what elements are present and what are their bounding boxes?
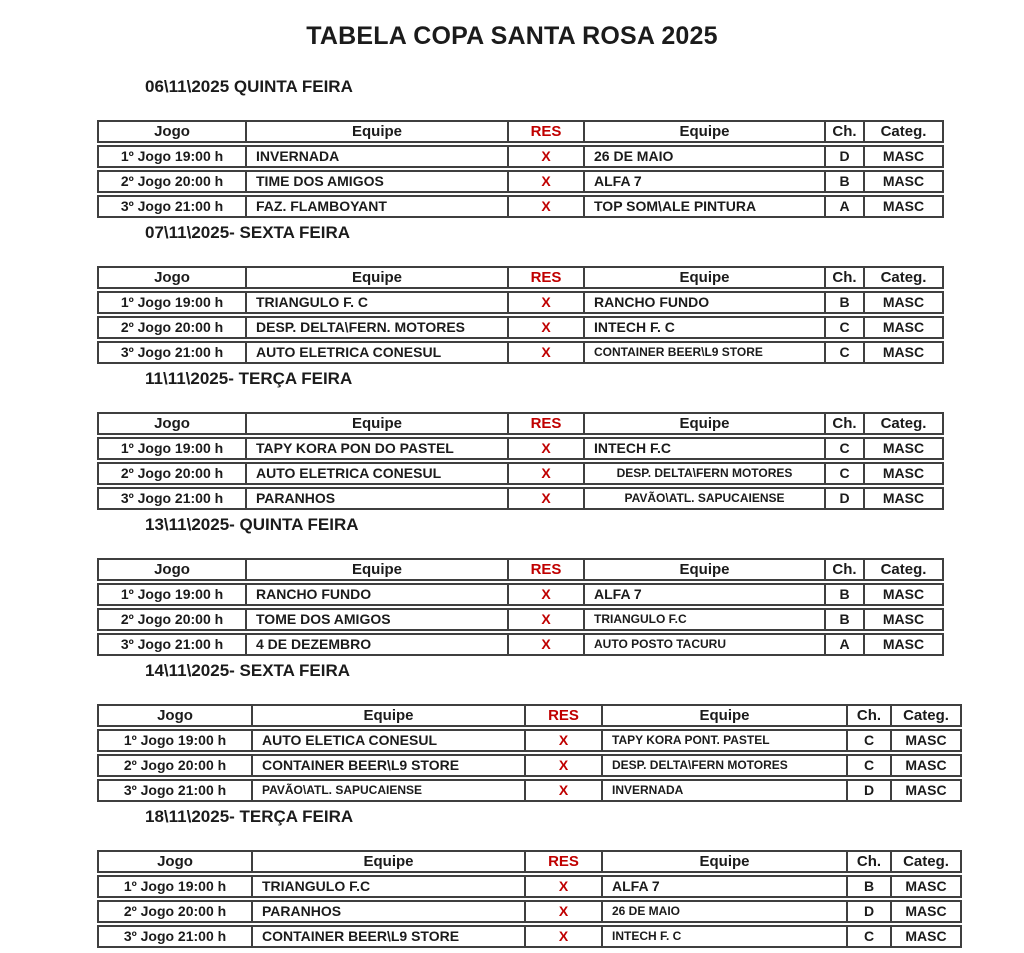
group-cell: A: [824, 197, 863, 216]
game-time-cell: 1º Jogo 19:00 h: [120, 148, 224, 164]
section-date-heading: 06\11\2025 QUINTA FEIRA: [145, 77, 353, 96]
group-cell: C: [824, 343, 863, 362]
table-row: [97, 779, 962, 802]
col-header-equipe-home: Equipe: [245, 268, 507, 287]
section-date-heading: 11\11\2025- TERÇA FEIRA: [145, 369, 353, 388]
col-header-equipe-away: Equipe: [601, 706, 846, 725]
col-header-jogo: Jogo: [157, 853, 193, 870]
table-row: [97, 145, 944, 168]
matches-table: [97, 704, 962, 802]
col-header-jogo: Jogo: [154, 561, 190, 578]
away-team-cell: PAVÃO\ATL. SAPUCAIENSE: [583, 489, 824, 508]
table-row: [97, 437, 944, 460]
col-header-jogo: Jogo: [154, 415, 190, 432]
away-team-cell: CONTAINER BEER\L9 STORE: [583, 343, 824, 362]
col-header-equipe-away: Equipe: [601, 852, 846, 871]
category-cell: MASC: [863, 318, 942, 337]
table-row: [97, 462, 944, 485]
table-header-row: [97, 558, 944, 581]
result-cell: X: [507, 439, 583, 458]
group-cell: D: [846, 902, 890, 921]
col-header-jogo: Jogo: [154, 123, 190, 140]
category-cell: MASC: [890, 927, 960, 946]
group-cell: A: [824, 635, 863, 654]
group-cell: C: [846, 731, 890, 750]
result-cell: X: [507, 610, 583, 629]
group-cell: D: [846, 781, 890, 800]
result-cell: X: [507, 293, 583, 312]
result-cell: X: [524, 756, 601, 775]
away-team-cell: 26 DE MAIO: [583, 147, 824, 166]
game-time-cell: 2º Jogo 20:00 h: [120, 611, 224, 627]
col-header-equipe-home: Equipe: [245, 560, 507, 579]
col-header-categ: Categ.: [863, 414, 942, 433]
section-date-heading: 18\11\2025- TERÇA FEIRA: [145, 807, 354, 826]
table-row: [97, 291, 944, 314]
category-cell: MASC: [863, 489, 942, 508]
category-cell: MASC: [890, 877, 960, 896]
table-row: [97, 900, 962, 923]
matches-table: [97, 558, 944, 656]
game-time-cell: 2º Jogo 20:00 h: [120, 465, 224, 481]
home-team-cell: RANCHO FUNDO: [245, 585, 507, 604]
home-team-cell: AUTO ELETICA CONESUL: [251, 731, 524, 750]
match-day-section: [0, 78, 1024, 218]
table-row: [97, 341, 944, 364]
home-team-cell: TRIANGULO F.C: [251, 877, 524, 896]
game-time-cell: 3º Jogo 21:00 h: [123, 782, 227, 798]
col-header-categ: Categ.: [890, 852, 960, 871]
category-cell: MASC: [890, 756, 960, 775]
result-cell: X: [524, 731, 601, 750]
col-header-categ: Categ.: [863, 560, 942, 579]
home-team-cell: DESP. DELTA\FERN. MOTORES: [245, 318, 507, 337]
home-team-cell: FAZ. FLAMBOYANT: [245, 197, 507, 216]
result-cell: X: [507, 489, 583, 508]
category-cell: MASC: [863, 147, 942, 166]
category-cell: MASC: [863, 610, 942, 629]
result-cell: X: [507, 635, 583, 654]
table-row: [97, 754, 962, 777]
game-time-cell: 2º Jogo 20:00 h: [120, 319, 224, 335]
table-row: [97, 583, 944, 606]
col-header-res: RES: [507, 560, 583, 579]
result-cell: X: [524, 902, 601, 921]
table-row: [97, 633, 944, 656]
home-team-cell: PARANHOS: [251, 902, 524, 921]
away-team-cell: DESP. DELTA\FERN MOTORES: [583, 464, 824, 483]
away-team-cell: TOP SOM\ALE PINTURA: [583, 197, 824, 216]
col-header-categ: Categ.: [890, 706, 960, 725]
category-cell: MASC: [863, 197, 942, 216]
away-team-cell: TRIANGULO F.C: [583, 610, 824, 629]
table-header-row: [97, 120, 944, 143]
section-date-heading: 07\11\2025- SEXTA FEIRA: [145, 223, 351, 242]
table-header-row: [97, 704, 962, 727]
col-header-equipe-home: Equipe: [245, 414, 507, 433]
match-day-section: [0, 808, 1024, 948]
col-header-equipe-away: Equipe: [583, 414, 824, 433]
away-team-cell: 26 DE MAIO: [601, 902, 846, 921]
home-team-cell: TIME DOS AMIGOS: [245, 172, 507, 191]
away-team-cell: INTECH F. C: [601, 927, 846, 946]
table-header-row: [97, 412, 944, 435]
result-cell: X: [507, 197, 583, 216]
game-time-cell: 1º Jogo 19:00 h: [120, 294, 224, 310]
group-cell: B: [824, 293, 863, 312]
category-cell: MASC: [863, 635, 942, 654]
result-cell: X: [524, 877, 601, 896]
away-team-cell: ALFA 7: [583, 585, 824, 604]
matches-table: [97, 266, 944, 364]
result-cell: X: [524, 927, 601, 946]
home-team-cell: AUTO ELETRICA CONESUL: [245, 464, 507, 483]
table-header-row: [97, 266, 944, 289]
result-cell: X: [524, 781, 601, 800]
category-cell: MASC: [863, 343, 942, 362]
matches-table: [97, 850, 962, 948]
group-cell: B: [824, 585, 863, 604]
table-row: [97, 170, 944, 193]
category-cell: MASC: [863, 172, 942, 191]
game-time-cell: 3º Jogo 21:00 h: [120, 344, 224, 360]
table-row: [97, 195, 944, 218]
game-time-cell: 2º Jogo 20:00 h: [123, 903, 227, 919]
game-time-cell: 1º Jogo 19:00 h: [123, 732, 227, 748]
col-header-equipe-home: Equipe: [251, 706, 524, 725]
away-team-cell: RANCHO FUNDO: [583, 293, 824, 312]
col-header-ch: Ch.: [824, 414, 863, 433]
group-cell: D: [824, 489, 863, 508]
away-team-cell: ALFA 7: [601, 877, 846, 896]
category-cell: MASC: [890, 781, 960, 800]
category-cell: MASC: [890, 731, 960, 750]
col-header-ch: Ch.: [824, 122, 863, 141]
away-team-cell: INTECH F.C: [583, 439, 824, 458]
match-day-section: [0, 370, 1024, 510]
category-cell: MASC: [890, 902, 960, 921]
col-header-ch: Ch.: [846, 706, 890, 725]
group-cell: B: [824, 172, 863, 191]
away-team-cell: AUTO POSTO TACURU: [583, 635, 824, 654]
col-header-res: RES: [524, 852, 601, 871]
category-cell: MASC: [863, 464, 942, 483]
group-cell: C: [846, 756, 890, 775]
game-time-cell: 3º Jogo 21:00 h: [120, 636, 224, 652]
group-cell: C: [824, 318, 863, 337]
col-header-equipe-away: Equipe: [583, 122, 824, 141]
col-header-jogo: Jogo: [154, 269, 190, 286]
game-time-cell: 1º Jogo 19:00 h: [123, 878, 227, 894]
match-day-section: [0, 224, 1024, 364]
category-cell: MASC: [863, 293, 942, 312]
col-header-ch: Ch.: [846, 852, 890, 871]
result-cell: X: [507, 464, 583, 483]
group-cell: C: [824, 439, 863, 458]
table-row: [97, 487, 944, 510]
result-cell: X: [507, 147, 583, 166]
game-time-cell: 3º Jogo 21:00 h: [120, 198, 224, 214]
col-header-equipe-home: Equipe: [245, 122, 507, 141]
table-row: [97, 925, 962, 948]
matches-table: [97, 412, 944, 510]
result-cell: X: [507, 318, 583, 337]
game-time-cell: 1º Jogo 19:00 h: [120, 440, 224, 456]
home-team-cell: INVERNADA: [245, 147, 507, 166]
result-cell: X: [507, 585, 583, 604]
away-team-cell: TAPY KORA PONT. PASTEL: [601, 731, 846, 750]
game-time-cell: 2º Jogo 20:00 h: [120, 173, 224, 189]
group-cell: C: [824, 464, 863, 483]
col-header-equipe-away: Equipe: [583, 560, 824, 579]
table-row: [97, 316, 944, 339]
home-team-cell: TOME DOS AMIGOS: [245, 610, 507, 629]
group-cell: C: [846, 927, 890, 946]
match-day-section: [0, 662, 1024, 802]
table-row: [97, 608, 944, 631]
group-cell: D: [824, 147, 863, 166]
game-time-cell: 3º Jogo 21:00 h: [120, 490, 224, 506]
col-header-ch: Ch.: [824, 560, 863, 579]
col-header-equipe-away: Equipe: [583, 268, 824, 287]
home-team-cell: TRIANGULO F. C: [245, 293, 507, 312]
table-row: [97, 875, 962, 898]
home-team-cell: CONTAINER BEER\L9 STORE: [251, 756, 524, 775]
result-cell: X: [507, 343, 583, 362]
col-header-res: RES: [507, 414, 583, 433]
away-team-cell: INVERNADA: [601, 781, 846, 800]
group-cell: B: [846, 877, 890, 896]
col-header-categ: Categ.: [863, 122, 942, 141]
col-header-res: RES: [507, 268, 583, 287]
col-header-categ: Categ.: [863, 268, 942, 287]
game-time-cell: 1º Jogo 19:00 h: [120, 586, 224, 602]
home-team-cell: AUTO ELETRICA CONESUL: [245, 343, 507, 362]
away-team-cell: DESP. DELTA\FERN MOTORES: [601, 756, 846, 775]
matches-table: [97, 120, 944, 218]
col-header-ch: Ch.: [824, 268, 863, 287]
col-header-jogo: Jogo: [157, 707, 193, 724]
home-team-cell: PAVÃO\ATL. SAPUCAIENSE: [251, 781, 524, 800]
page-title: TABELA COPA SANTA ROSA 2025: [306, 22, 718, 50]
table-header-row: [97, 850, 962, 873]
away-team-cell: INTECH F. C: [583, 318, 824, 337]
result-cell: X: [507, 172, 583, 191]
group-cell: B: [824, 610, 863, 629]
col-header-equipe-home: Equipe: [251, 852, 524, 871]
home-team-cell: TAPY KORA PON DO PASTEL: [245, 439, 507, 458]
section-date-heading: 14\11\2025- SEXTA FEIRA: [145, 661, 351, 680]
game-time-cell: 3º Jogo 21:00 h: [123, 928, 227, 944]
match-day-section: [0, 516, 1024, 656]
home-team-cell: 4 DE DEZEMBRO: [245, 635, 507, 654]
col-header-res: RES: [507, 122, 583, 141]
section-date-heading: 13\11\2025- QUINTA FEIRA: [145, 515, 359, 534]
home-team-cell: PARANHOS: [245, 489, 507, 508]
table-row: [97, 729, 962, 752]
category-cell: MASC: [863, 585, 942, 604]
col-header-res: RES: [524, 706, 601, 725]
game-time-cell: 2º Jogo 20:00 h: [123, 757, 227, 773]
home-team-cell: CONTAINER BEER\L9 STORE: [251, 927, 524, 946]
away-team-cell: ALFA 7: [583, 172, 824, 191]
category-cell: MASC: [863, 439, 942, 458]
